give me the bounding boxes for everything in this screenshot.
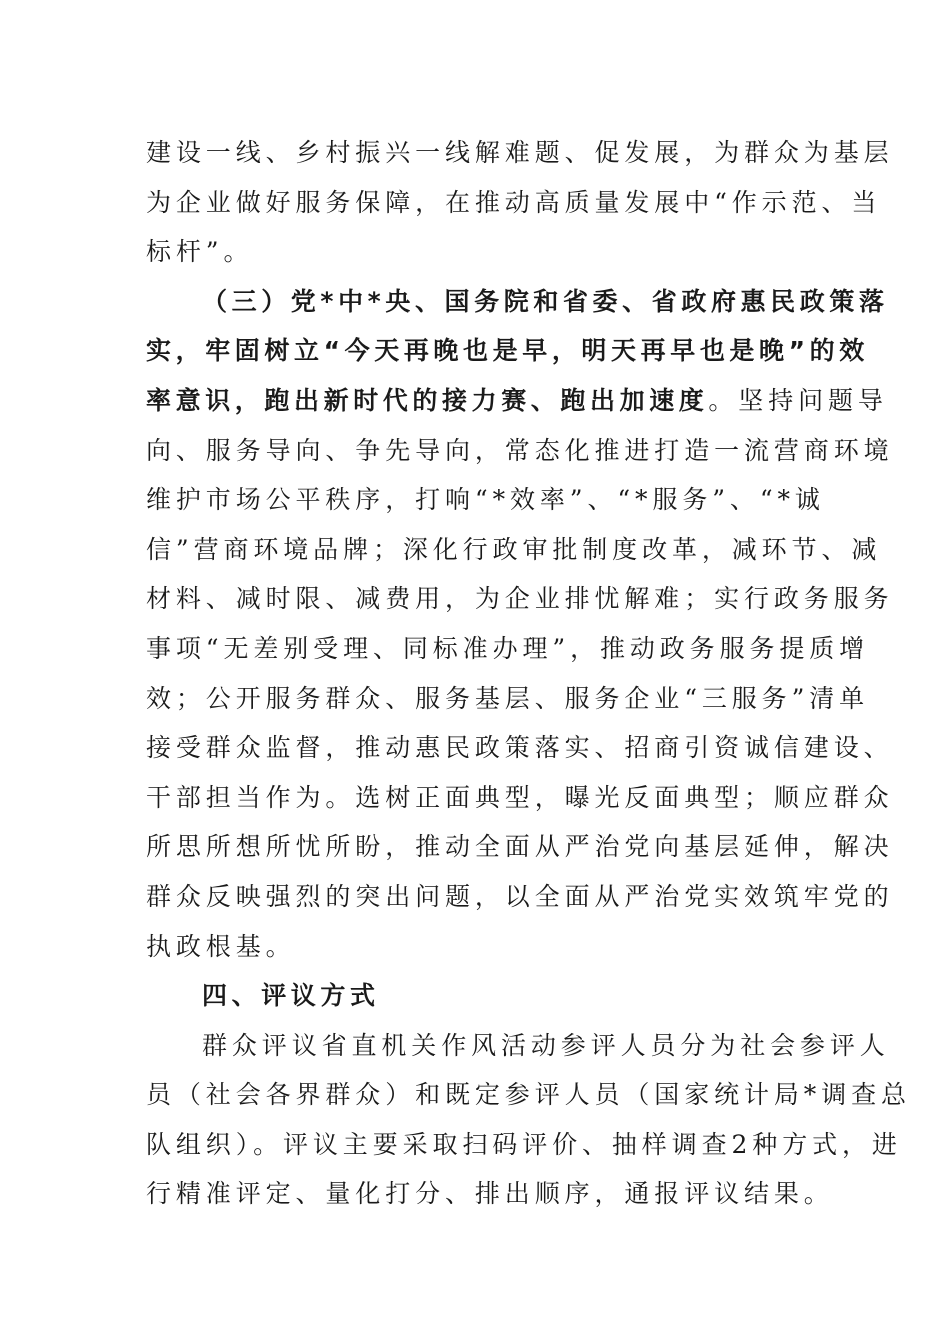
para2-line: 接受群众监督，推动惠民政策落实、招商引资诚信建设、 [146, 733, 894, 763]
para2-line: 所思所想所忧所盼，推动全面从严治党向基层延伸，解决 [146, 832, 894, 862]
para3-line: 员（社会各界群众）和既定参评人员（国家统计局*调查总 [146, 1080, 911, 1110]
para2-line: 信”营商环境品牌；深化行政审批制度改革，减环节、减 [146, 534, 882, 564]
section-3-body-start: 。坚持问题导 [708, 385, 888, 415]
section-3-heading-line: 实，牢固树立“今天再晚也是早，明天再早也是晚”的效 [146, 336, 869, 366]
para1-line: 为企业做好服务保障，在推动高质量发展中“作示范、当 [146, 187, 882, 217]
para1-line: 建设一线、乡村振兴一线解难题、促发展，为群众为基层 [146, 138, 894, 167]
para2-line: 材料、减时限、减费用，为企业排忧解难；实行政务服务 [146, 584, 894, 614]
para2-line: 事项“无差别受理、同标准办理”，推动政务服务提质增 [146, 633, 870, 663]
para3-line: 队组织）。评议主要采取扫码评价、抽样调查2种方式，进 [146, 1129, 902, 1159]
document-body [146, 128, 911, 1219]
para3-line: 行精准评定、量化打分、排出顺序，通报评议结果。 [146, 1179, 834, 1209]
para2-line: 向、服务导向、争先导向，常态化推进打造一流营商环境 [146, 435, 894, 465]
section-3-mixed-line [146, 376, 888, 426]
section-3-heading-line: （三）党*中*央、国务院和省委、省政府惠民政策落 [202, 286, 889, 316]
para1-line: 标杆”。 [146, 237, 254, 267]
para2-line: 执政根基。 [146, 931, 296, 961]
section-4-heading: 四、评议方式 [202, 981, 380, 1011]
para2-line: 效；公开服务群众、服务基层、服务企业“三服务”清单 [146, 683, 870, 713]
para2-line: 群众反映强烈的突出问题，以全面从严治党实效筑牢党的 [146, 881, 894, 911]
para2-line: 干部担当作为。选树正面典型，曝光反面典型；顺应群众 [146, 782, 894, 812]
section-3-heading-tail: 率意识，跑出新时代的接力赛、跑出加速度 [146, 385, 709, 415]
para2-line: 维护市场公平秩序，打响“*效率”、“*服务”、“*诚 [146, 485, 825, 515]
para3-line: 群众评议省直机关作风活动参评人员分为社会参评人 [202, 1030, 890, 1060]
